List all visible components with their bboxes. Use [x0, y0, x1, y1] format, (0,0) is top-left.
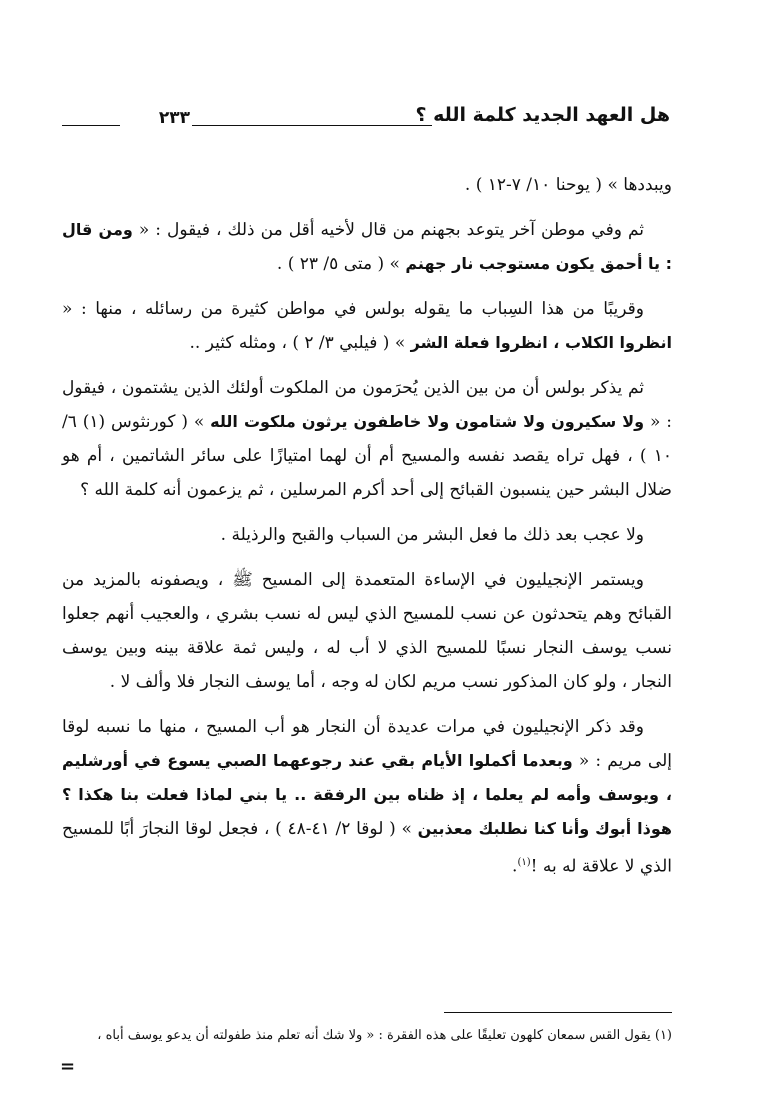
text-run: وقد ذكر الإنجيليون في مرات عديدة أن النجار هو أب المسيح ، منها ما نسبه لوقا إلى مريم : «	[62, 717, 672, 771]
body-text	[62, 168, 672, 895]
text-run: وقريبًا من هذا السِباب ما يقوله بولس في مواطن كثيرة من رسائله ، منها : «	[62, 299, 644, 319]
text-run: ويبددها » ( يوحنا ١٠/ ٧-١٢ ) .	[464, 175, 672, 195]
text-run: ثم يذكر بولس أن من بين الذين يُحرَمون من الملكوت أولئك الذين يشتمون ، فيقول : «	[62, 378, 673, 432]
text-run: ثم وفي موطن آخر يتوعد بجهنم من قال لأخيه أقل من ذلك ، فيقول : «	[132, 220, 644, 240]
text-run: » ( كورنثوس (١) ٦/ ١٠ ) ، فهل تراه يقصد نفسه والمسيح أم أن لهما امتيازًا على سائر الشاتمين ، أم هو ضلال البشر حين ينسبون القبائح إلى أحد أكرم المرسلين ، ثم يزعمون أنه كلمة الله ؟	[62, 412, 672, 500]
running-header	[62, 104, 670, 134]
text-run: ويستمر الإنجيليون في الإساءة المتعمدة إلى المسيح ﷺ ، ويصفونه بالمزيد من القبائح وهم يتحدثون عن نسب للمسيح الذي ليس له نسب بشري ، والعجيب أنهم جعلوا نسب يوسف النجار نسبًا للمسيح الذي لا أب له ، وليس ثمة علاقة بينه وبين يوسف النجار ، ولو كان المذكور نسب مريم لكان له وجه ، أما يوسف النجار فلا وألف لا .	[62, 570, 672, 692]
footnote-reference: (١)	[517, 857, 531, 868]
paragraph	[62, 292, 672, 360]
footnote: (١) يقول القس سمعان كلهون تعليقًا على هذه الفقرة : « ولا شك أنه تعلم منذ طفولته أن يدعو يوسف أباه ،	[97, 1028, 672, 1043]
text-run: .	[512, 856, 518, 877]
paragraph	[62, 213, 672, 281]
text-run: » ( فيلبي ٣/ ٢ ) ، ومثله كثير ..	[189, 333, 411, 353]
paragraph	[62, 518, 672, 552]
text-run: » ( لوقا ٢/ ٤١-٤٨ ) ، فجعل لوقا النجارَ أبًا للمسيح الذي لا علاقة له به !	[62, 819, 672, 877]
header-rule	[192, 125, 432, 126]
quoted-text: انظروا الكلاب ، انظروا فعلة الشر	[410, 333, 672, 352]
paragraph	[62, 710, 672, 884]
quoted-text: ولا سكيرون ولا شتامون ولا خاطفون يرثون ملكوت الله	[210, 412, 645, 431]
footnote-divider	[444, 1012, 672, 1013]
footnote-continuation-mark: =	[60, 1056, 76, 1077]
paragraph	[62, 168, 672, 202]
paragraph	[62, 371, 672, 507]
header-rule-end	[62, 125, 120, 126]
quoted-text: ومن قال : يا أحمق يكون مستوجب نار جهنم	[62, 220, 672, 273]
text-run: » ( متى ٥/ ٢٣ ) .	[276, 254, 406, 274]
header-title: هل العهد الجديد كلمة الله ؟	[415, 104, 670, 126]
quoted-text: وبعدما أكملوا الأيام بقي عند رجوعهما الصبي يسوع في أورشليم ، ويوسف وأمه لم يعلما ، إذ ظناه بين الرفقة .. يا بني لماذا فعلت بنا هكذا ؟ هوذا أبوك وأنا كنا نطلبك معذبين	[62, 751, 672, 838]
text-run: ولا عجب بعد ذلك ما فعل البشر من السباب والقبح والرذيلة .	[220, 525, 644, 545]
page-number: ٢٣٣	[158, 108, 190, 128]
paragraph	[62, 563, 672, 699]
